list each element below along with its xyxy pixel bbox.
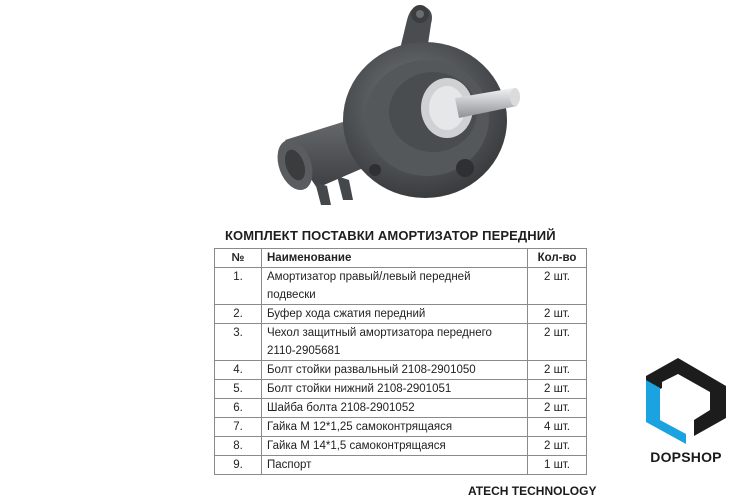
row-name: Паспорт xyxy=(262,456,528,475)
footer-brand: ATECH TECHNOLOGY xyxy=(468,484,597,498)
table-row xyxy=(215,437,587,456)
dopshop-logo-icon xyxy=(646,358,726,444)
table-row xyxy=(215,418,587,437)
row-num: 4. xyxy=(215,361,262,380)
shock-absorber-strut-icon xyxy=(255,0,535,215)
header-num: № xyxy=(215,249,262,268)
row-qty: 2 шт. xyxy=(528,268,587,305)
row-name: Гайка М 14*1,5 самоконтрящаяся xyxy=(262,437,528,456)
row-name: Гайка М 12*1,25 самоконтрящаяся xyxy=(262,418,528,437)
header-qty: Кол-во xyxy=(528,249,587,268)
table-row xyxy=(215,268,587,305)
row-name: Чехол защитный амортизатора переднего 2110-2905681 xyxy=(262,324,528,361)
row-name: Болт стойки нижний 2108-2901051 xyxy=(262,380,528,399)
row-name: Болт стойки развальный 2108-2901050 xyxy=(262,361,528,380)
row-qty: 2 шт. xyxy=(528,437,587,456)
page-title: КОМПЛЕКТ ПОСТАВКИ АМОРТИЗАТОР ПЕРЕДНИЙ xyxy=(225,228,556,243)
row-qty: 2 шт. xyxy=(528,324,587,361)
row-qty: 2 шт. xyxy=(528,305,587,324)
row-num: 9. xyxy=(215,456,262,475)
header-name: Наименование xyxy=(262,249,528,268)
table-row xyxy=(215,324,587,361)
table-row xyxy=(215,361,587,380)
row-num: 2. xyxy=(215,305,262,324)
row-num: 3. xyxy=(215,324,262,361)
table-row xyxy=(215,305,587,324)
row-qty: 2 шт. xyxy=(528,361,587,380)
table-row xyxy=(215,380,587,399)
row-qty: 2 шт. xyxy=(528,399,587,418)
table-row xyxy=(215,456,587,475)
table-row xyxy=(215,399,587,418)
row-num: 8. xyxy=(215,437,262,456)
row-qty: 1 шт. xyxy=(528,456,587,475)
row-qty: 2 шт. xyxy=(528,380,587,399)
row-num: 1. xyxy=(215,268,262,305)
row-name: Амортизатор правый/левый передней подвески xyxy=(262,268,528,305)
row-qty: 4 шт. xyxy=(528,418,587,437)
row-name: Шайба болта 2108-2901052 xyxy=(262,399,528,418)
row-num: 7. xyxy=(215,418,262,437)
row-num: 6. xyxy=(215,399,262,418)
kit-table xyxy=(214,248,587,475)
row-name: Буфер хода сжатия передний xyxy=(262,305,528,324)
logo-text: DOPSHOP xyxy=(650,449,722,465)
row-num: 5. xyxy=(215,380,262,399)
table-header-row xyxy=(215,249,587,268)
